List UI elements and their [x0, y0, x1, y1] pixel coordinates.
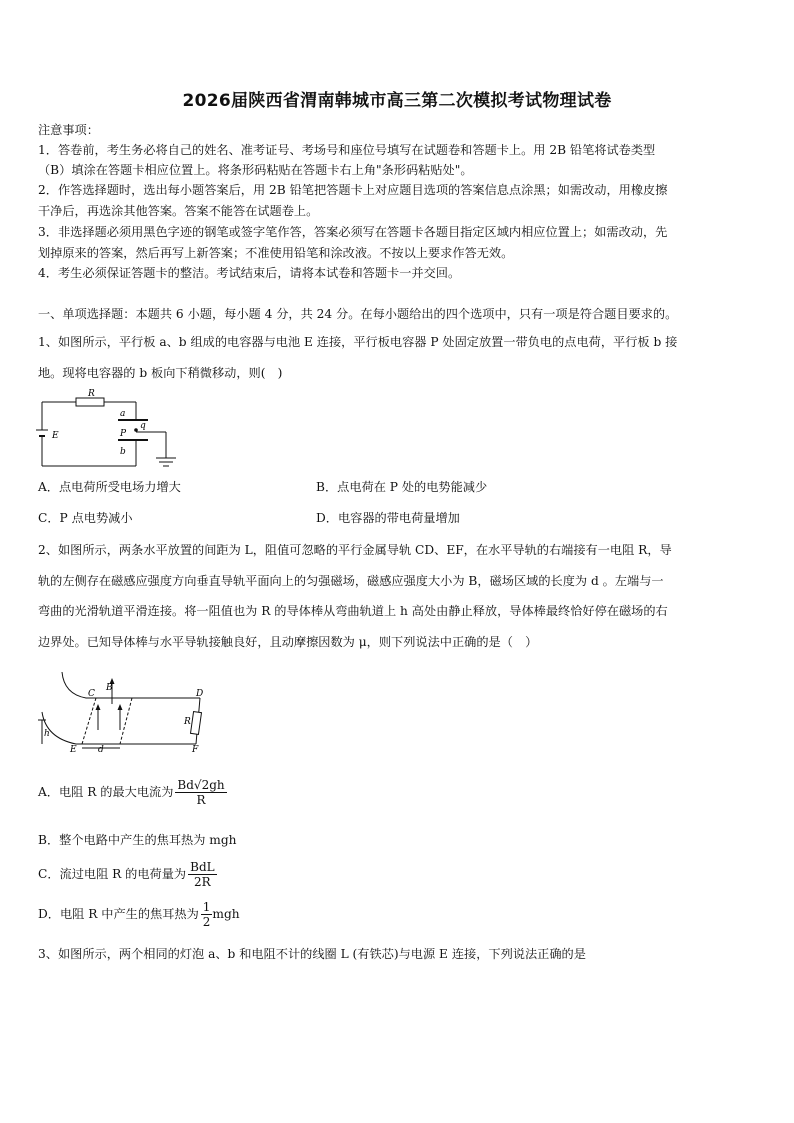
q2-option-a-text: A．电阻 R 的最大电流为 [38, 785, 174, 799]
notice-line: 3．非选择题必须用黑色字迹的钢笔或签字笔作答，答案必须写在答题卡各题目指定区域内相应位置上；如需改动，先 [38, 225, 668, 239]
q1-stem-line: 1、如图所示，平行板 a、b 组成的电容器与电池 E 连接，平行板电容器 P 处固定放置一带负电的点电荷，平行板 b 接 [38, 335, 678, 349]
q1-option-a: A．点电荷所受电场力增大 [38, 480, 181, 494]
fraction-numerator: BdL [190, 860, 215, 874]
q2-stem-line: 弯曲的光滑轨道平滑连接。将一阻值也为 R 的导体棒从弯曲轨道上 h 高处由静止释放，导体棒最终恰好停在磁场的右 [38, 604, 668, 618]
fraction-numerator: Bd√2gh [177, 778, 225, 792]
notice-line: （B）填涂在答题卡相应位置上。将条形码粘贴在答题卡右上角"条形码粘贴处"。 [38, 163, 473, 177]
label-E: E [52, 431, 59, 441]
label-F: F [192, 745, 199, 755]
q2-option-a [38, 778, 227, 807]
q2-rail-figure [36, 668, 216, 758]
fraction [175, 778, 226, 807]
label-D: D [196, 689, 204, 699]
label-h: h [44, 729, 50, 739]
q3-stem-line: 3、如图所示，两个相同的灯泡 a、b 和电阻不计的线圈 L (有铁芯)与电源 E 连接，下列说法正确的是 [38, 947, 586, 961]
fraction-numerator: 1 [202, 900, 211, 914]
q1-option-d: D．电容器的带电荷量增加 [316, 511, 460, 525]
q2-option-d [38, 900, 240, 929]
q2-option-c [38, 860, 217, 889]
section-heading: 一、单项选择题：本题共 6 小题，每小题 4 分，共 24 分。在每小题给出的四个选项中，只有一项是符合题目要求的。 [38, 307, 678, 321]
q2-stem-line: 轨的左侧存在磁感应强度方向垂直导轨平面向上的匀强磁场，磁感应强度大小为 B，磁场区域的长度为 d 。左端与一 [38, 574, 664, 588]
label-E: E [70, 745, 77, 755]
label-d: d [98, 745, 104, 755]
label-a: a [120, 409, 126, 419]
q1-circuit-figure [36, 386, 186, 472]
q2-stem-line: 边界处。已知导体棒与水平导轨接触良好，且动摩擦因数为 μ，则下列说法中正确的是（ ） [38, 635, 538, 649]
q2-stem-line: 2、如图所示，两条水平放置的间距为 L，阻值可忽略的平行金属导轨 CD、EF，在水平导轨的右端接有一电阻 R，导 [38, 543, 672, 557]
notice-line: 干净后，再选涂其他答案。答案不能答在试题卷上。 [38, 204, 319, 218]
label-b: b [120, 447, 126, 457]
notice-line: 4．考生必须保证答题卡的整洁。考试结束后，请将本试卷和答题卡一并交回。 [38, 266, 461, 280]
q1-option-b: B．点电荷在 P 处的电势能减少 [316, 480, 488, 494]
label-R: R [88, 389, 95, 399]
label-P: P [120, 429, 127, 439]
resistor-symbol [76, 398, 104, 406]
label-C: C [88, 689, 95, 699]
q2-option-d-suffix: mgh [212, 907, 240, 921]
fraction [201, 900, 213, 929]
notice-line: 划掉原来的答案，然后再写上新答案；不准使用铅笔和涂改液。不按以上要求作答无效。 [38, 246, 514, 260]
fraction-denominator: 2 [202, 915, 211, 929]
fraction [188, 860, 216, 889]
notice-line: 2．作答选择题时，选出每小题答案后，用 2B 铅笔把答题卡上对应题目选项的答案信息点涂黑；如需改动，用橡皮擦 [38, 183, 668, 197]
q1-option-c: C．P 点电势减小 [38, 511, 133, 525]
q1-stem-line: 地。现将电容器的 b 板向下稍微移动，则( ) [38, 366, 283, 380]
label-R: R [184, 717, 191, 727]
label-B: B [106, 683, 113, 693]
fraction-denominator: R [196, 793, 206, 807]
notice-heading: 注意事项： [38, 123, 99, 137]
q2-option-d-text: D．电阻 R 中产生的焦耳热为 [38, 907, 199, 921]
q2-option-b: B．整个电路中产生的焦耳热为 mgh [38, 833, 237, 847]
resistor-symbol [191, 712, 202, 735]
notice-line: 1．答卷前，考生务必将自己的姓名、准考证号、考场号和座位号填写在试题卷和答题卡上。用 2B 铅笔将试卷类型 [38, 143, 656, 157]
point-charge [134, 428, 138, 432]
q2-option-c-text: C．流过电阻 R 的电荷量为 [38, 867, 187, 881]
label-q: q [140, 421, 146, 431]
exam-title: 2026届陕西省渭南韩城市高三第二次模拟考试物理试卷 [182, 91, 612, 111]
fraction-denominator: 2R [194, 875, 211, 889]
